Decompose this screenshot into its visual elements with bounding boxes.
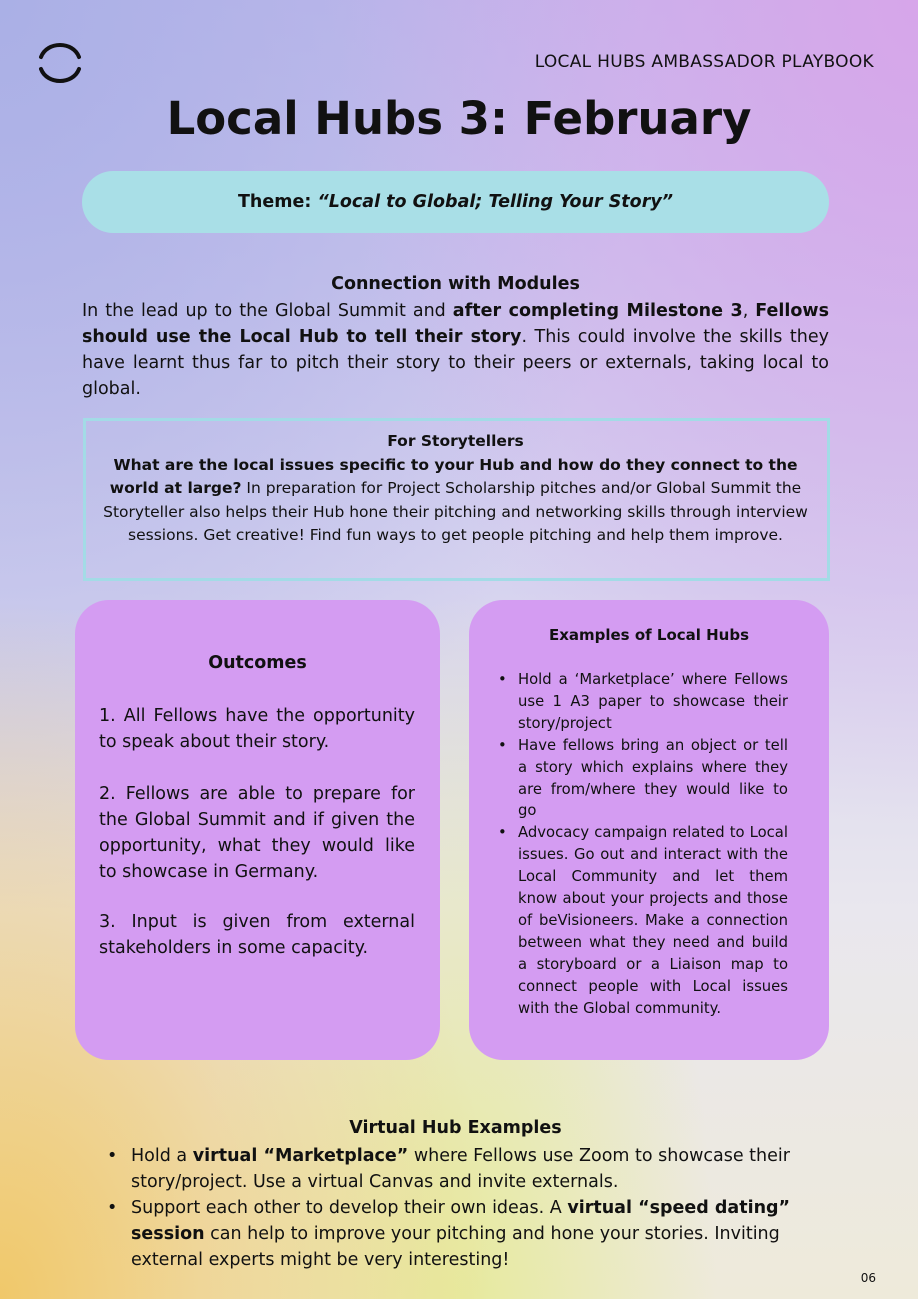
virtual-item	[131, 1143, 791, 1195]
theme-label: Theme:	[237, 192, 312, 212]
connection-text-1: In the lead up to the Global Summit and	[82, 301, 453, 321]
outcomes-heading: Outcomes	[208, 653, 307, 673]
virtual-item-text: where Fellows use Zoom to showcase their story/project. Use a virtual Canvas and invite externals.	[131, 1146, 790, 1192]
storytellers-panel	[90, 430, 821, 548]
virtual-item-bold: virtual “Marketplace”	[192, 1146, 409, 1166]
page-title: Local Hubs 3: February	[166, 92, 752, 145]
outcome-item: 3. Input is given from external stakeholders in some capacity.	[99, 912, 415, 958]
virtual-item-bold: virtual “speed dating” session	[131, 1198, 791, 1244]
storytellers-question: What are the local issues specific to your Hub and how do they connect to the world at large?	[109, 455, 798, 497]
storytellers-text	[90, 454, 821, 548]
theme-banner	[82, 171, 829, 233]
outcome-item: 1. All Fellows have the opportunity to speak about their story.	[99, 706, 415, 752]
virtual-item-text: can help to improve your pitching and hone your stories. Inviting external experts might be very interesting!	[131, 1224, 780, 1270]
storytellers-heading: For Storytellers	[387, 432, 524, 450]
examples-list	[518, 669, 788, 1020]
virtual-item	[131, 1195, 791, 1273]
playbook-header: LOCAL HUBS AMBASSADOR PLAYBOOK	[534, 52, 874, 72]
connection-heading: Connection with Modules	[331, 274, 580, 294]
examples-heading: Examples of Local Hubs	[548, 626, 750, 644]
example-item: • Advocacy campaign related to Local issues. Go out and interact with the Local Community and let them know about your projects and those of beVisioneers. Make a connection between what they need and build a storyboard or a Liaison map to connect people with Local issues with the Global community.	[518, 822, 788, 1019]
connection-bold-1: after completing Milestone 3	[452, 301, 743, 321]
storytellers-body: In preparation for Project Scholarship pitches and/or Global Summit the Storyteller also helps their Hub hone their pitching and networking skills through interview sessions. Get creative! Find fun ways to get people pitching and help them improve.	[103, 479, 808, 544]
connection-text	[82, 298, 829, 402]
virtual-item-text: Support each other to develop their own ideas. A	[131, 1198, 568, 1218]
virtual-list	[131, 1143, 791, 1273]
theme-quote: “Local to Global; Telling Your Story”	[317, 192, 674, 212]
page-number: 06	[860, 1271, 876, 1285]
logo-icon	[36, 40, 84, 86]
connection-text-3: . This could involve the skills they have learnt thus far to pitch their story to their peers or externals, taking local to global.	[82, 327, 830, 399]
example-item: • Hold a ‘Marketplace’ where Fellows use 1 A3 paper to showcase their story/project	[518, 669, 788, 735]
outcomes-card	[75, 600, 440, 1060]
connection-text-2: ,	[742, 301, 756, 321]
examples-card	[469, 600, 829, 1060]
virtual-heading: Virtual Hub Examples	[349, 1118, 562, 1138]
connection-bold-2: Fellows should use the Local Hub to tell their story	[82, 301, 829, 347]
example-item: • Have fellows bring an object or tell a story which explains where they are from/where they would like to go	[518, 735, 788, 823]
virtual-item-text: Hold a	[131, 1146, 193, 1166]
outcome-item: 2. Fellows are able to prepare for the Global Summit and if given the opportunity, what they would like to showcase in Germany.	[99, 784, 415, 882]
